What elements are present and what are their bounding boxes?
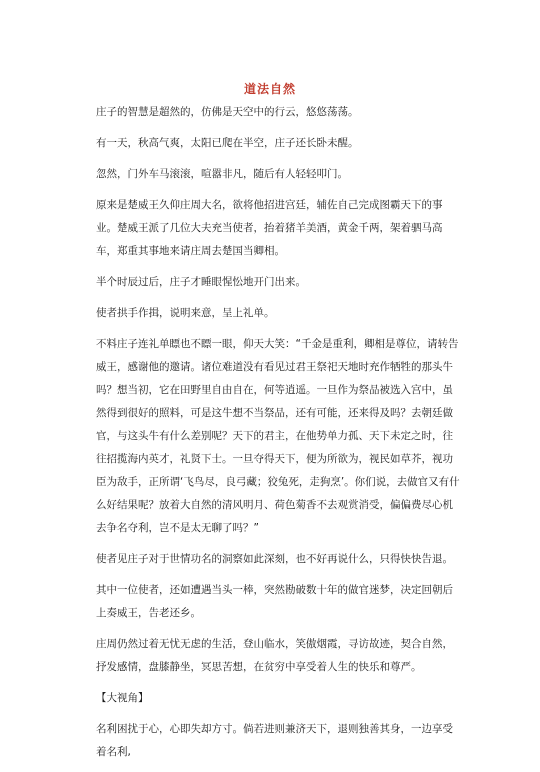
paragraph: 使者拱手作揖，说明来意，呈上礼单。: [96, 307, 275, 319]
paragraph: 半个时辰过后，庄子才睡眼惺忪地开门出来。: [96, 276, 306, 288]
document-title: 道法自然: [243, 82, 296, 96]
document-body: [96, 101, 462, 772]
paragraph: 名利困扰于心，心即失却方寸。倘若进则兼济天下，退则独善其身，一边享受着名利,: [96, 723, 453, 758]
section-heading: 【大视角】: [96, 692, 149, 704]
paragraph: 庄子的智慧是超然的，仿佛是天空中的行云，悠悠荡荡。: [96, 106, 359, 118]
paragraph: 庄周仍然过着无忧无虑的生活，登山临水，笑傲烟霞，寻访故迹，契合自然，抒发感情，盘膝静坐，冥思苦想，在贫穷中享受着人生的快乐和尊严。: [96, 638, 453, 673]
paragraph: 原来是楚威王久仰庄周大名，欲将他招进宫廷，辅佐自己完成图霸天下的事业。楚威王派了几位大夫充当使者，抬着猪羊美酒，黄金千两，架着驷马高车，郑重其事地来请庄周去楚国当卿相。: [96, 199, 443, 257]
paragraph: 不料庄子连礼单瞟也不瞟一眼，仰天大笑：“千金是重利，卿相是尊位，请转告威王，感谢他的邀请。诸位难道没有看见过君王祭祀天地时充作牺牲的那头牛吗？想当初，它在田野里自由自在，何等逍遥。一旦作为祭品被选入宫中，虽然得到很好的照料，可是这牛想不当祭品，还有可能，还来得及吗？去朝廷做官，与这头牛有什么差别呢？天下的君主，在他势单力孤、天下未定之时，往往招揽海内英才，礼贤下士。一旦夺得天下，便为所欲为，视民如草芥，视功臣为敌手，正所谓‘飞鸟尽，良弓藏；狡兔死，走狗烹’。你们说，去做官又有什么好结果呢？放着大自然的清风明月、荷色菊香不去观赏消受，偏偏费尽心机去争名夺利，岂不是太无聊了吗？”: [96, 338, 460, 534]
paragraph: 忽然，门外车马滚滚，喧嚣非凡，随后有人轻轻叩门。: [96, 168, 348, 180]
paragraph: 有一天，秋高气爽，太阳已爬在半空，庄子还长卧未醒。: [96, 137, 359, 149]
paragraph: 使者见庄子对于世情功名的洞察如此深刻，也不好再说什么，只得快快告退。: [96, 553, 453, 565]
paragraph: 其中一位使者，还如遭遇当头一棒，突然勘破数十年的做官迷梦，决定回朝后上奏威王，告老还乡。: [96, 584, 453, 619]
